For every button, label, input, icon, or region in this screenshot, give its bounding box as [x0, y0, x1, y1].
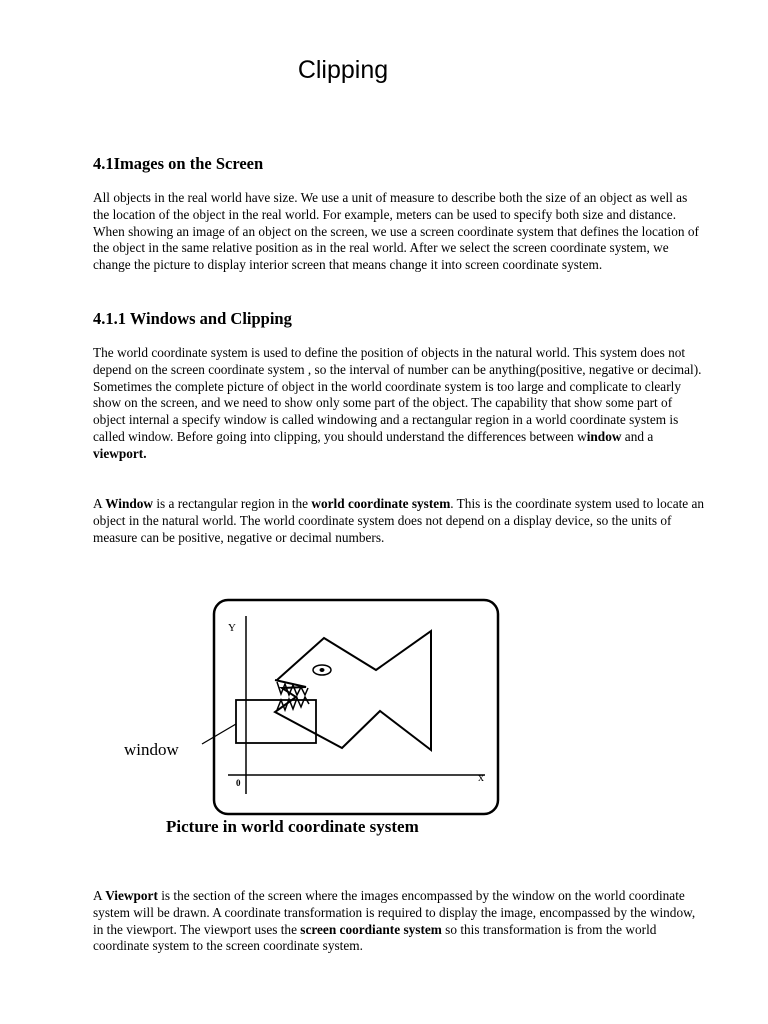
- window-rectangle: [236, 700, 316, 743]
- bold-window: Window: [105, 496, 153, 511]
- bold-world-coordinate-system: world coordinate system: [311, 496, 451, 511]
- bold-window-term: indow: [586, 428, 622, 444]
- window-pointer-line: [202, 724, 236, 744]
- bold-viewport: Viewport: [105, 888, 158, 903]
- page-title: Clipping: [297, 56, 389, 84]
- paragraph-window-definition: [93, 496, 705, 546]
- x-axis-label: x: [478, 770, 484, 784]
- world-coordinate-figure: [120, 598, 580, 838]
- paragraph-world-coordinate: [93, 345, 705, 463]
- fish-outline: [275, 631, 431, 750]
- window-para-suffix: . This is the coordinate system used to locate an object in the natural world. The world coordinate system does not depend on a display device, so the units of measure can be positive, negative or decimal numbers.: [93, 496, 705, 545]
- figure-frame: [214, 600, 498, 814]
- section-heading-images: 4.1Images on the Screen: [93, 154, 264, 173]
- y-axis-label: Y: [228, 622, 236, 634]
- window-para-mid: is a rectangular region in the: [153, 496, 312, 511]
- paragraph-viewport-definition: [93, 888, 705, 955]
- viewport-para-suffix: so this transformation is from the world coordinate system to the screen coordinate system.: [93, 921, 657, 954]
- bold-viewport-term: viewport.: [93, 445, 147, 461]
- window-para-prefix: A: [93, 496, 106, 511]
- window-label: window: [124, 740, 179, 759]
- paragraph-world-coordinate-text: The world coordinate system is used to define the position of objects in the natural world. This system does not depend on the screen coordinate system , so the interval of number can be anything(positive, negative or decimal). Sometimes the complete picture of object in the world coordinate system is too large and complicate to clearly show on the screen, and we need to show only some part of the object. The capability that show some part of object internal a specify window is called windowing and a rectangular region in a world coordinate system is called window. Before going into clipping, you should understand the differences between w: [93, 345, 702, 444]
- figure-caption: Picture in world coordinate system: [166, 817, 419, 836]
- origin-label: 0: [236, 778, 241, 788]
- paragraph-world-coordinate-mid: and a: [621, 428, 654, 444]
- bold-screen-coordinate-system: screen coordiante system: [300, 921, 442, 937]
- section-heading-windows-clipping: 4.1.1 Windows and Clipping: [93, 309, 292, 328]
- viewport-para-mid: is the section of the screen where the images encompassed by the window on the world coordinate system will be drawn. A coordinate transformation is required to display the image, encompassed by the window, in the viewport. The viewport uses the: [93, 888, 696, 937]
- viewport-para-prefix: A: [93, 888, 106, 903]
- paragraph-images: All objects in the real world have size. We use a unit of measure to describe both the size of an object as well as the location of the object in the real world. For example, meters can be used to specify both size and distance. When showing an image of an object on the screen, we use a screen coordinate system that defines the location of the object in the same relative position as in the real world. After we select the screen coordinate system, we change the picture to display interior screen that means change it into screen coordinate system.: [93, 190, 699, 273]
- fish-pupil: [320, 668, 325, 672]
